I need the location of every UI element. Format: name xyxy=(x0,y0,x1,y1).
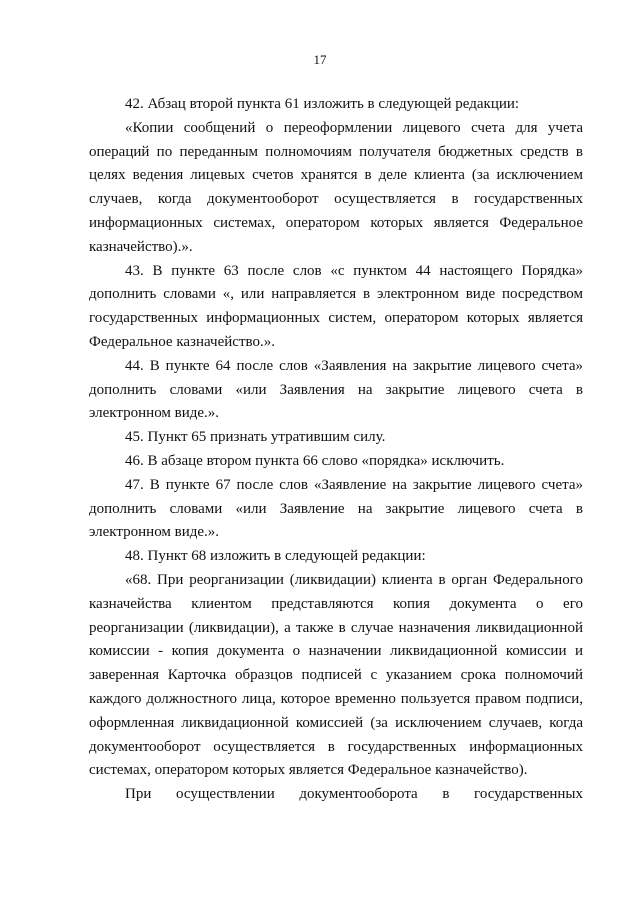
paragraph-quote-61: «Копии сообщений о переоформлении лицевого счета для учета операций по переданным полномочиям получателя бюджетных средств в целях ведения лицевых счетов хранятся в деле клиента (за исключением случаев, когда документооборот осуществляется в государственных информационных системах, оператором которых является Федеральное казначейство).». xyxy=(89,119,583,255)
page-number: 17 xyxy=(313,52,327,67)
paragraph-45: 45. Пункт 65 признать утратившим силу. xyxy=(125,429,386,446)
paragraph-46: 46. В абзаце втором пункта 66 слово «порядка» исключить. xyxy=(125,452,505,469)
paragraph-48: 48. Пункт 68 изложить в следующей редакции: xyxy=(125,548,426,565)
paragraph-42: 42. Абзац второй пункта 61 изложить в следующей редакции: xyxy=(125,96,520,112)
paragraph-43: 43. В пункте 63 после слов «с пунктом 44 настоящего Порядка» дополнить словами «, или направляется в электронном виде посредством государственных информационных систем, оператором которых является Федеральное казначейство.». xyxy=(89,262,583,350)
paragraph-44: 44. В пункте 64 после слов «Заявления на закрытие лицевого счета» дополнить словами «или Заявления на закрытие лицевого счета в электронном виде.». xyxy=(89,357,583,422)
paragraph-47: 47. В пункте 67 после слов «Заявление на закрытие лицевого счета» дополнить словами «или Заявление на закрытие лицевого счета в электронном виде.». xyxy=(89,476,583,541)
document-body xyxy=(89,93,583,807)
paragraph-quote-68: «68. При реорганизации (ликвидации) клиента в орган Федерального казначейства клиентом представляются копия документа о его реорганизации (ликвидации), а также в случае назначения ликвидационной комиссии - копия документа о назначении ликвидационной комиссии и заверенная Карточка образцов подписей с указанием срока полномочий каждого должностного лица, которое временно пользуется правом подписи, оформленная ликвидационной комиссией (за исключением случаев, когда документооборот осуществляется в государственных информационных системах, оператором которых является Федеральное казначейство). xyxy=(89,571,583,779)
paragraph-continuation: При осуществлении документооборота в государственных xyxy=(125,786,583,803)
